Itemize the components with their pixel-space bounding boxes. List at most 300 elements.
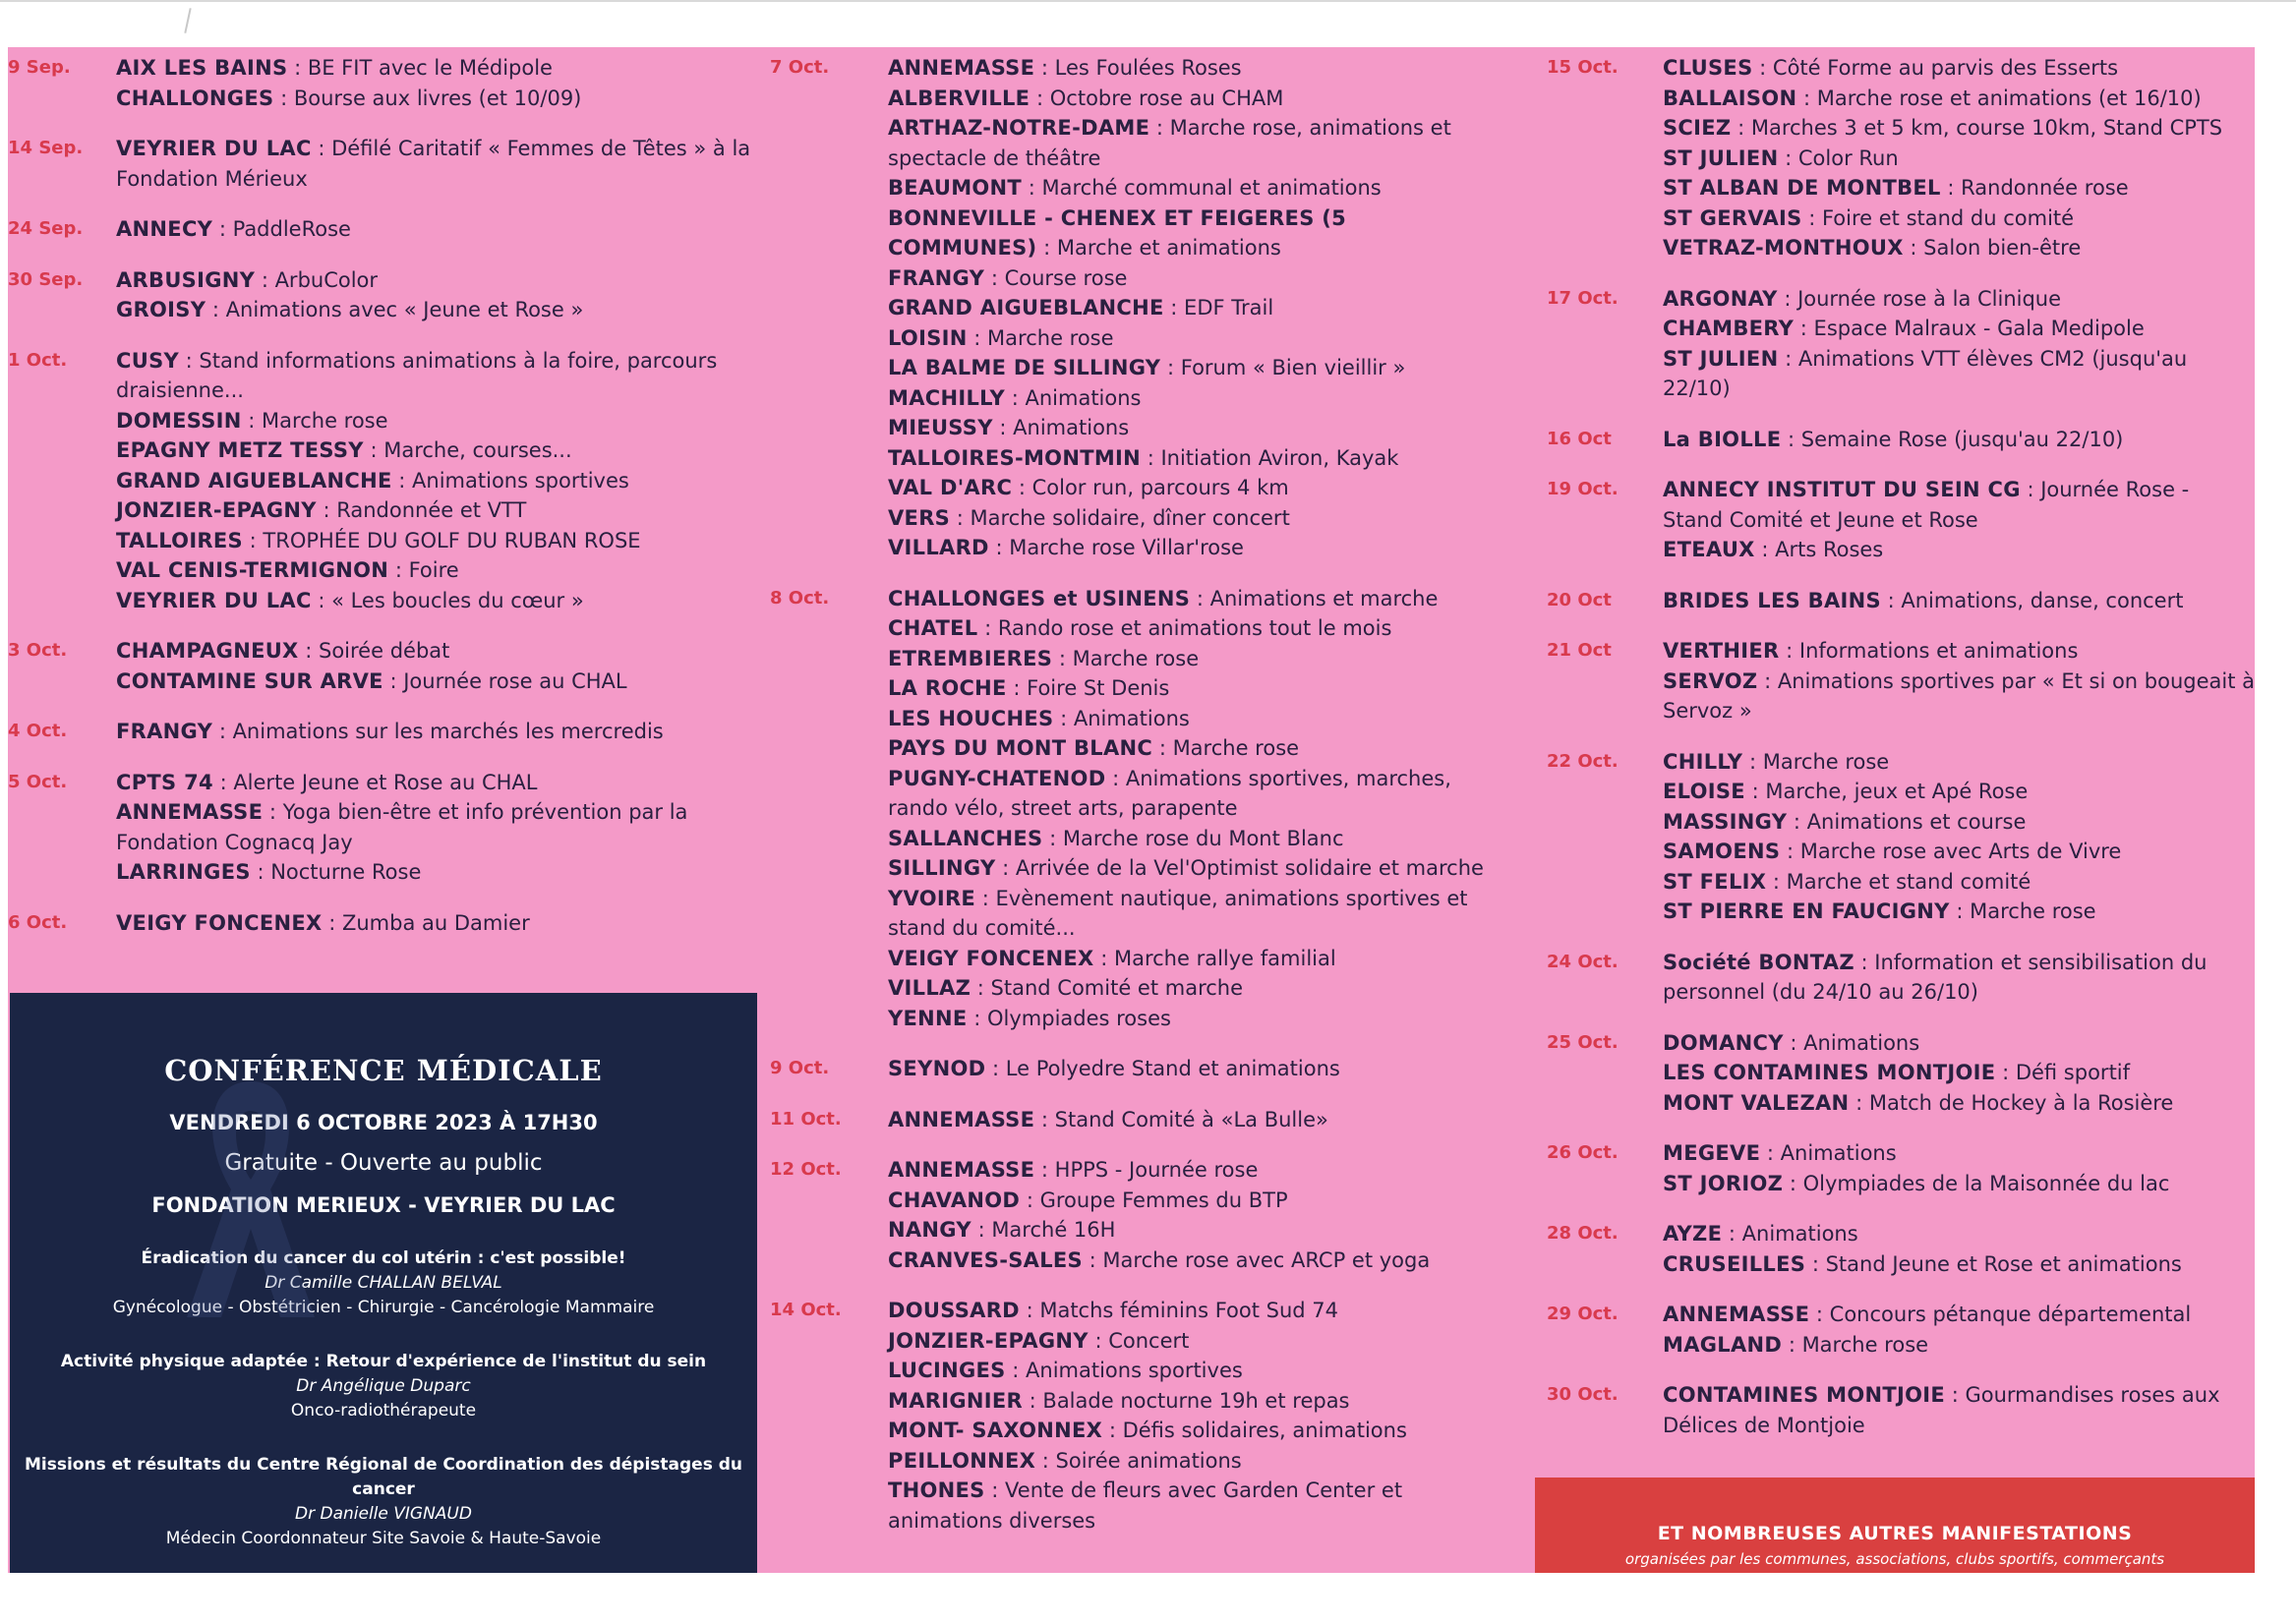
event-description: : Marche rose, animations et spectacle de théâtre xyxy=(888,116,1451,170)
event-place: VETRAZ-MONTHOUX xyxy=(1663,236,1904,260)
event-entry xyxy=(888,764,1498,824)
event-place: VILLAZ xyxy=(888,976,971,1000)
event-date: 3 Oct. xyxy=(8,640,68,661)
event-description: : Stand Jeune et Rose et animations xyxy=(1805,1251,2182,1276)
event-entry xyxy=(1663,475,2255,535)
talk-title: Missions et résultats du Centre Régional de Coordination des dépistages du cancer xyxy=(24,1455,742,1499)
talk-role: Gynécologue - Obstétricien - Chirurgie - Cancérologie Mammaire xyxy=(112,1298,655,1317)
event-date: 22 Oct. xyxy=(1547,750,1619,772)
event-entry xyxy=(888,1446,1498,1477)
event-entry xyxy=(116,586,755,616)
event-description: : Animations avec « Jeune et Rose » xyxy=(206,298,584,321)
event-description: : Marches 3 et 5 km, course 10km, Stand CPTS xyxy=(1731,116,2223,140)
event-entry xyxy=(888,533,1498,563)
event-entry xyxy=(116,265,755,296)
event-place: CRUSEILLES xyxy=(1663,1251,1806,1276)
date-group xyxy=(8,214,755,245)
event-place: ST JULIEN xyxy=(1663,145,1779,170)
event-description: : Marche rallye familial xyxy=(1093,946,1336,970)
event-place: ANNECY xyxy=(116,217,213,241)
event-description: : Défi sportif xyxy=(1995,1061,2131,1084)
event-place: La BIOLLE xyxy=(1663,427,1782,451)
event-place: GROISY xyxy=(116,298,206,321)
event-entry xyxy=(116,435,755,466)
event-place: ARGONAY xyxy=(1663,286,1778,311)
event-entry xyxy=(116,717,755,747)
talk-role: Onco-radiothérapeute xyxy=(290,1401,477,1420)
event-place: MACHILLY xyxy=(888,385,1006,410)
event-date: 30 Sep. xyxy=(8,268,84,290)
event-description: : Bourse aux livres (et 10/09) xyxy=(273,86,582,110)
event-description: : Marche rose xyxy=(1782,1332,1929,1357)
column-1 xyxy=(8,53,755,958)
event-entry xyxy=(116,908,755,939)
event-date: 1 Oct. xyxy=(8,349,68,371)
date-group xyxy=(770,1155,1498,1275)
event-entry xyxy=(888,443,1498,474)
event-description: : Matchs féminins Foot Sud 74 xyxy=(1019,1299,1339,1322)
event-place: LARRINGES xyxy=(116,860,251,884)
event-description: : Yoga bien-être et info prévention par la Fondation Cognacq Jay xyxy=(116,800,688,854)
event-place: VEIGY FONCENEX xyxy=(888,946,1094,970)
event-entry xyxy=(888,173,1498,203)
scan-mark xyxy=(184,8,191,33)
event-place: LA BALME DE SILLINGY xyxy=(888,356,1161,379)
event-description: : Alerte Jeune et Rose au CHAL xyxy=(212,770,538,794)
event-description: : Les Foulées Roses xyxy=(1034,56,1242,80)
event-entry xyxy=(1663,747,2255,778)
event-entry xyxy=(888,613,1498,644)
event-entry xyxy=(888,1386,1498,1417)
date-group xyxy=(8,636,755,696)
talk xyxy=(10,1453,757,1551)
event-place: VERS xyxy=(888,505,951,530)
event-description: : Semaine Rose (jusqu'au 22/10) xyxy=(1781,427,2124,451)
event-entry xyxy=(1663,53,2255,84)
event-description: : Marche rose xyxy=(1052,646,1200,670)
event-description: : Marche, courses... xyxy=(363,438,572,462)
event-date: 8 Oct. xyxy=(770,587,830,609)
event-entry xyxy=(1663,586,2255,616)
event-entry xyxy=(116,84,755,114)
event-entry xyxy=(888,884,1498,944)
event-place: CHALLONGES xyxy=(116,86,274,110)
date-group xyxy=(770,584,1498,1034)
event-description: : Marche rose xyxy=(241,408,388,433)
event-entry xyxy=(1663,1380,2255,1440)
date-group xyxy=(1547,1028,2255,1119)
event-entry xyxy=(116,526,755,556)
event-place: LA ROCHE xyxy=(888,676,1007,700)
date-group xyxy=(1547,948,2255,1008)
talk-speaker: Dr Danielle VIGNAUD xyxy=(295,1504,472,1524)
event-entry xyxy=(888,353,1498,383)
event-place: DOMANCY xyxy=(1663,1030,1784,1055)
event-place: ETEAUX xyxy=(1663,538,1755,561)
event-description: : Course rose xyxy=(984,265,1128,290)
event-description: : Color run, parcours 4 km xyxy=(1012,476,1289,499)
event-place: ANNEMASSE xyxy=(888,56,1035,80)
talk-speaker: Dr Camille CHALLAN BELVAL xyxy=(265,1273,502,1293)
event-entry xyxy=(1663,1300,2255,1330)
event-description: : Marche rose avec ARCP et yoga xyxy=(1082,1247,1431,1272)
event-place: BEAUMONT xyxy=(888,176,1023,200)
date-group xyxy=(8,908,755,939)
event-entry xyxy=(1663,1058,2255,1088)
event-description: : Côté Forme au parvis des Esserts xyxy=(1752,56,2119,80)
event-date: 29 Oct. xyxy=(1547,1304,1619,1324)
event-description: : ArbuColor xyxy=(255,267,379,292)
event-place: FRANGY xyxy=(888,265,985,290)
event-place: TALLOIRES-MONTMIN xyxy=(888,445,1142,470)
event-entry xyxy=(888,673,1498,704)
event-description: : Randonnée rose xyxy=(1940,176,2129,200)
event-entry xyxy=(1663,203,2255,234)
event-entry xyxy=(1663,897,2255,927)
event-date: 4 Oct. xyxy=(8,721,68,741)
event-entry xyxy=(116,636,755,667)
event-place: CRANVES-SALES xyxy=(888,1247,1083,1272)
event-description: : Marche solidaire, dîner concert xyxy=(950,505,1290,530)
event-place: ETREMBIERES xyxy=(888,646,1053,670)
event-entry xyxy=(888,1416,1498,1446)
event-entry xyxy=(888,644,1498,674)
event-entry xyxy=(116,346,755,406)
event-place: CUSY xyxy=(116,348,179,373)
date-group xyxy=(1547,284,2255,404)
event-place: DOMESSIN xyxy=(116,408,242,433)
event-entry xyxy=(888,584,1498,614)
event-date: 16 Oct xyxy=(1547,428,1612,449)
event-description: : Match de Hockey à la Rosière xyxy=(1849,1090,2174,1115)
event-description: : Vente de fleurs avec Garden Center et animations diverses xyxy=(888,1478,1403,1533)
event-description: : Marche rose du Mont Blanc xyxy=(1042,826,1344,850)
event-entry xyxy=(888,1476,1498,1536)
event-entry xyxy=(1663,837,2255,867)
event-entry xyxy=(1663,667,2255,726)
event-entry xyxy=(888,263,1498,294)
event-entry xyxy=(116,555,755,586)
event-description: : Arrivée de la Vel'Optimist solidaire et marche xyxy=(995,856,1484,880)
event-description: : Animations xyxy=(1760,1141,1897,1165)
event-description: : Salon bien-être xyxy=(1903,236,2082,260)
ribbon-icon xyxy=(177,1072,324,1327)
date-group xyxy=(1547,636,2255,726)
event-entry xyxy=(888,944,1498,974)
event-place: CPTS 74 xyxy=(116,770,213,794)
talk-title: Éradication du cancer du col utérin : c'est possible! xyxy=(141,1248,626,1268)
event-place: CHATEL xyxy=(888,616,978,640)
event-description: : Animations xyxy=(1005,385,1142,410)
event-entry xyxy=(116,797,755,857)
event-place: ST FELIX xyxy=(1663,869,1767,894)
event-date: 24 Oct. xyxy=(1547,951,1619,972)
event-place: VEIGY FONCENEX xyxy=(116,910,323,935)
event-entry xyxy=(116,768,755,798)
more-events-title: ET NOMBREUSES AUTRES MANIFESTATIONS xyxy=(1657,1523,2133,1544)
event-description: : Soirée animations xyxy=(1035,1448,1242,1473)
event-date: 12 Oct. xyxy=(770,1159,842,1180)
event-entry xyxy=(888,1356,1498,1386)
event-description: : Animations xyxy=(1722,1222,1858,1246)
event-place: CHALLONGES et USINENS xyxy=(888,586,1191,610)
event-place: NANGY xyxy=(888,1218,971,1242)
event-place: EPAGNY METZ TESSY xyxy=(116,438,364,462)
event-place: SCIEZ xyxy=(1663,116,1732,140)
event-entry xyxy=(1663,1138,2255,1169)
event-description: : Stand informations animations à la foire, parcours draisienne... xyxy=(116,348,718,402)
event-description: : PaddleRose xyxy=(212,217,351,241)
event-place: SEYNOD xyxy=(888,1057,986,1080)
event-date: 9 Oct. xyxy=(770,1058,830,1078)
event-date: 30 Oct. xyxy=(1547,1384,1619,1405)
event-place: AIX LES BAINS xyxy=(116,56,288,80)
date-group xyxy=(8,717,755,747)
event-entry xyxy=(888,84,1498,114)
event-place: VILLARD xyxy=(888,536,989,559)
event-place: CHAMPAGNEUX xyxy=(116,639,299,663)
event-entry xyxy=(1663,144,2255,174)
event-entry xyxy=(1663,314,2255,344)
event-description: : Olympiades roses xyxy=(967,1006,1171,1030)
event-place: JONZIER-EPAGNY xyxy=(888,1328,1089,1353)
event-place: MASSINGY xyxy=(1663,809,1788,834)
conference-box xyxy=(10,993,757,1573)
event-place: MARIGNIER xyxy=(888,1388,1023,1413)
event-entry xyxy=(1663,1219,2255,1249)
event-description: : Espace Malraux - Gala Medipole xyxy=(1794,317,2145,340)
event-entry xyxy=(1663,867,2255,898)
event-date: 5 Oct. xyxy=(8,771,68,792)
event-description: : Stand Comité à «La Bulle» xyxy=(1034,1107,1328,1131)
event-description: : Octobre rose au CHAM xyxy=(1030,86,1284,110)
event-entry xyxy=(116,406,755,436)
event-description: : Animations et marche xyxy=(1190,586,1439,610)
event-place: VEYRIER DU LAC xyxy=(116,137,312,160)
event-place: SAMOENS xyxy=(1663,840,1781,863)
event-entry xyxy=(1663,425,2255,455)
event-description: : Gourmandises roses aux Délices de Montjoie xyxy=(1663,1383,2220,1437)
event-date: 19 Oct. xyxy=(1547,479,1619,499)
event-place: ANNEMASSE xyxy=(888,1158,1035,1182)
event-description: : Olympiades de la Maisonnée du lac xyxy=(1783,1171,2170,1195)
event-entry xyxy=(1663,1169,2255,1199)
event-entry xyxy=(888,1186,1498,1216)
event-entry xyxy=(888,1155,1498,1186)
event-date: 21 Oct xyxy=(1547,640,1612,661)
event-place: THONES xyxy=(888,1478,985,1502)
event-description: : HPPS - Journée rose xyxy=(1034,1158,1259,1182)
event-entry xyxy=(116,295,755,325)
event-place: YENNE xyxy=(888,1006,968,1030)
event-date: 15 Oct. xyxy=(1547,57,1619,78)
event-description: : Marche rose xyxy=(1742,749,1890,774)
event-description: : Stand Comité et marche xyxy=(971,976,1244,1000)
event-entry xyxy=(1663,113,2255,144)
event-entry xyxy=(888,53,1498,84)
event-place: VERTHIER xyxy=(1663,639,1780,663)
event-description: : Information et sensibilisation du personnel (du 24/10 au 26/10) xyxy=(1663,950,2208,1004)
event-description: : Marche rose et animations (et 16/10) xyxy=(1796,86,2202,110)
event-description: : Initiation Aviron, Kayak xyxy=(1141,445,1399,470)
event-description: : Forum « Bien vieillir » xyxy=(1160,356,1406,379)
event-entry xyxy=(888,1004,1498,1034)
event-place: CLUSES xyxy=(1663,56,1753,80)
events-flyer xyxy=(8,47,2255,1573)
event-place: MAGLAND xyxy=(1663,1332,1783,1357)
event-place: ST ALBAN DE MONTBEL xyxy=(1663,176,1941,200)
conference-access: Gratuite - Ouverte au public xyxy=(224,1150,543,1176)
event-date: 28 Oct. xyxy=(1547,1223,1619,1244)
event-description: : Marche et stand comité xyxy=(1766,869,2031,894)
date-group xyxy=(770,1054,1498,1084)
event-description: : Défis solidaires, animations xyxy=(1102,1419,1407,1442)
event-entry xyxy=(888,704,1498,734)
date-group xyxy=(1547,1380,2255,1440)
event-place: GRAND AIGUEBLANCHE xyxy=(116,468,392,493)
event-description: : Défilé Caritatif « Femmes de Têtes » à la Fondation Mérieux xyxy=(116,137,751,191)
event-date: 24 Sep. xyxy=(8,218,84,239)
event-entry xyxy=(116,53,755,84)
event-description: : Animations et course xyxy=(1787,809,2027,834)
event-description: : Marche rose xyxy=(1949,899,2096,923)
event-date: 26 Oct. xyxy=(1547,1142,1619,1163)
event-entry xyxy=(888,383,1498,414)
event-place: YVOIRE xyxy=(888,886,976,910)
event-place: SILLINGY xyxy=(888,856,996,880)
event-place: ST GERVAIS xyxy=(1663,205,1802,230)
event-description: : Zumba au Damier xyxy=(322,910,530,935)
event-entry xyxy=(1663,1088,2255,1119)
scan-edge xyxy=(0,0,2296,2)
event-description: : Marché communal et animations xyxy=(1022,176,1382,200)
event-date: 14 Sep. xyxy=(8,138,84,158)
date-group xyxy=(1547,1300,2255,1360)
event-place: DOUSSARD xyxy=(888,1299,1020,1322)
conference-date: VENDREDI 6 OCTOBRE 2023 À 17H30 xyxy=(169,1111,598,1134)
event-place: MEGEVE xyxy=(1663,1141,1761,1165)
event-place: ANNEMASSE xyxy=(1663,1303,1810,1326)
event-place: PEILLONNEX xyxy=(888,1448,1036,1473)
event-entry xyxy=(888,733,1498,764)
date-group xyxy=(8,265,755,325)
event-place: VAL D'ARC xyxy=(888,476,1013,499)
event-entry xyxy=(888,323,1498,354)
event-date: 9 Sep. xyxy=(8,57,71,78)
event-description: : Informations et animations xyxy=(1779,639,2079,663)
event-entry xyxy=(888,503,1498,534)
event-place: ARBUSIGNY xyxy=(116,267,256,292)
event-entry xyxy=(116,667,755,697)
event-description: : Groupe Femmes du BTP xyxy=(1020,1188,1288,1212)
event-description: : Marche, jeux et Apé Rose xyxy=(1744,780,2029,803)
date-group xyxy=(1547,747,2255,927)
conference-title: CONFÉRENCE MÉDICALE xyxy=(164,1054,603,1087)
date-group xyxy=(8,53,755,113)
event-place: MONT VALEZAN xyxy=(1663,1090,1850,1115)
event-place: LES CONTAMINES MONTJOIE xyxy=(1663,1061,1996,1084)
event-place: JONZIER-EPAGNY xyxy=(116,498,317,522)
event-description: : Foire St Denis xyxy=(1006,676,1170,700)
event-description: : Marche et animations xyxy=(1036,236,1281,260)
event-description: : EDF Trail xyxy=(1163,296,1274,319)
event-description: : Animations xyxy=(1053,706,1190,730)
event-place: Société BONTAZ xyxy=(1663,950,1854,974)
event-place: GRAND AIGUEBLANCHE xyxy=(888,296,1164,319)
event-entry xyxy=(888,203,1498,263)
event-entry xyxy=(1663,173,2255,203)
column-2 xyxy=(770,53,1498,1556)
event-date: 17 Oct. xyxy=(1547,287,1619,309)
event-place: ELOISE xyxy=(1663,780,1745,803)
event-place: ST JORIOZ xyxy=(1663,1171,1784,1195)
event-entry xyxy=(1663,1249,2255,1280)
event-description: : « Les boucles du cœur » xyxy=(311,588,584,612)
event-place: VAL CENIS-TERMIGNON xyxy=(116,558,389,582)
event-description: : Journée Rose - Stand Comité et Jeune et Rose xyxy=(1663,478,2190,532)
event-place: SALLANCHES xyxy=(888,826,1043,850)
event-description: : Animations sportives xyxy=(1005,1359,1243,1382)
date-group xyxy=(1547,425,2255,455)
event-entry xyxy=(1663,535,2255,565)
event-entry xyxy=(1663,948,2255,1008)
event-place: LUCINGES xyxy=(888,1359,1006,1382)
event-place: CONTAMINE SUR ARVE xyxy=(116,668,383,693)
event-entry xyxy=(116,466,755,496)
event-description: : Rando rose et animations tout le mois xyxy=(977,616,1392,640)
event-place: VEYRIER DU LAC xyxy=(116,588,312,612)
event-description: : Evènement nautique, animations sportives et stand du comité... xyxy=(888,886,1468,940)
event-entry xyxy=(1663,636,2255,667)
date-group xyxy=(770,1105,1498,1135)
event-description: : Color Run xyxy=(1778,145,1899,170)
event-date: 14 Oct. xyxy=(770,1300,842,1320)
conference-talks xyxy=(10,1246,757,1551)
conference-venue: FONDATION MERIEUX - VEYRIER DU LAC xyxy=(151,1193,616,1217)
event-place: ST PIERRE EN FAUCIGNY xyxy=(1663,899,1950,923)
event-entry xyxy=(888,1296,1498,1326)
event-date: 11 Oct. xyxy=(770,1108,842,1130)
event-description: : Animations sur les marchés les mercredis xyxy=(212,720,664,743)
event-description: : Animations VTT élèves CM2 (jusqu'au 22/10) xyxy=(1663,346,2188,400)
event-description: : Balade nocturne 19h et repas xyxy=(1022,1388,1350,1413)
event-place: BONNEVILLE - CHENEX ET FEIGERES (5 COMMUNES) xyxy=(888,205,1347,260)
talk-speaker: Dr Angélique Duparc xyxy=(296,1376,471,1396)
talk xyxy=(10,1350,757,1423)
event-entry xyxy=(116,134,755,194)
event-description: : Animations sportives par « Et si on bougeait à Servoz » xyxy=(1663,668,2255,723)
column-3 xyxy=(1547,53,2255,1461)
event-place: LOISIN xyxy=(888,325,968,350)
event-place: CHAVANOD xyxy=(888,1188,1021,1212)
event-description: : Foire xyxy=(388,558,459,582)
event-place: AYZE xyxy=(1663,1222,1723,1246)
more-events-banner xyxy=(1535,1478,2255,1573)
event-description: : Arts Roses xyxy=(1754,538,1884,561)
event-entry xyxy=(1663,1028,2255,1059)
talk-title: Activité physique adaptée : Retour d'expérience de l'institut du sein xyxy=(60,1352,707,1371)
date-group xyxy=(770,1296,1498,1536)
date-group xyxy=(1547,1219,2255,1279)
event-entry xyxy=(888,1246,1498,1276)
date-group xyxy=(8,768,755,888)
event-entry xyxy=(1663,84,2255,114)
talk-role: Médecin Coordonnateur Site Savoie & Haute-Savoie xyxy=(165,1529,602,1548)
event-place: PAYS DU MONT BLANC xyxy=(888,736,1153,760)
event-place: ANNEMASSE xyxy=(116,800,264,824)
event-description: : Journée rose à la Clinique xyxy=(1777,286,2062,311)
event-entry xyxy=(1663,344,2255,404)
